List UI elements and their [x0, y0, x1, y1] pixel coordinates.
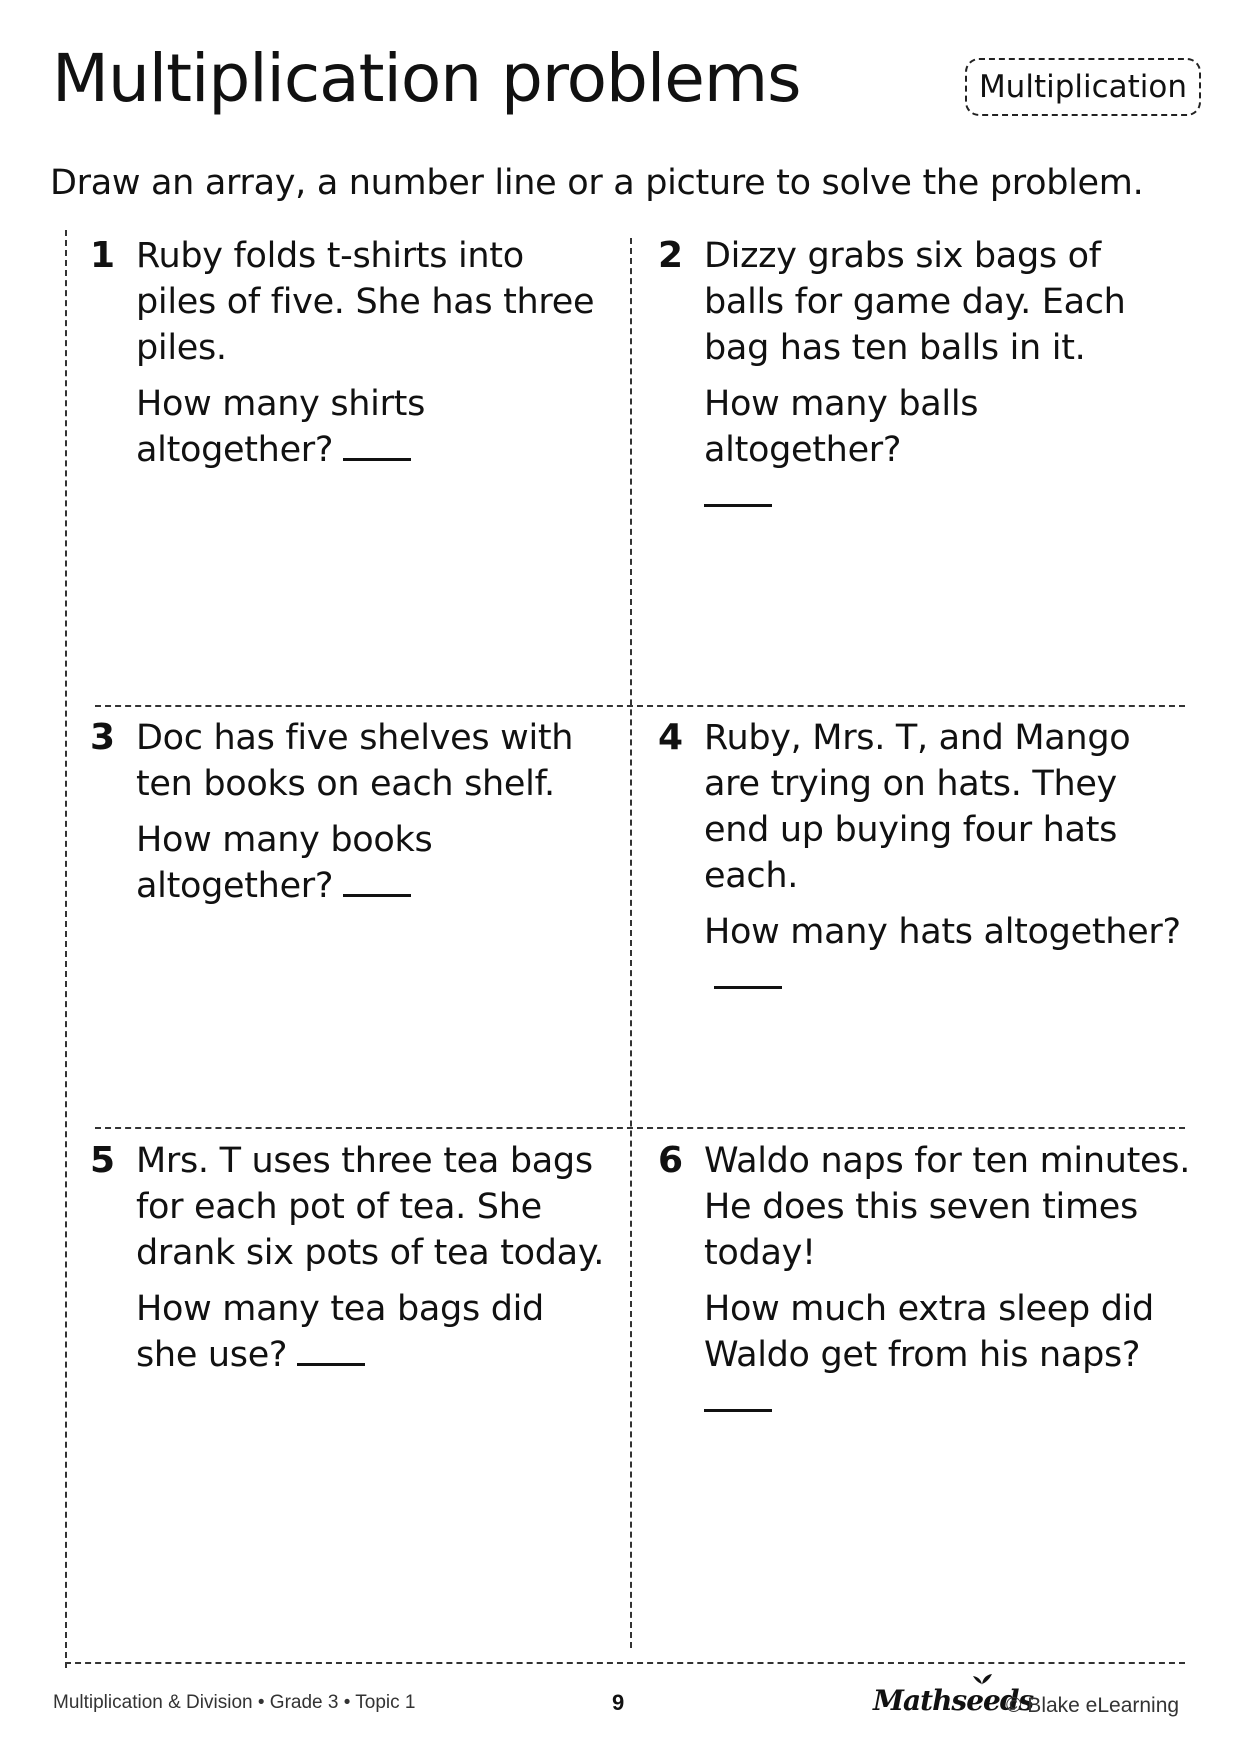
answer-blank[interactable] — [704, 479, 772, 507]
page-title: Multiplication problems — [52, 40, 801, 117]
grid-center-divider — [630, 238, 632, 1648]
problem-question: How much extra sleep did Waldo get from his naps? — [704, 1286, 1194, 1424]
problem-question: How many hats altogether? — [704, 909, 1184, 1001]
footer-course-info: Multiplication & Division • Grade 3 • Topic 1 — [53, 1692, 416, 1713]
grid-bottom-border — [65, 1662, 1185, 1664]
answer-blank[interactable] — [343, 869, 411, 897]
problem-question: How many tea bags did she use? — [136, 1289, 544, 1375]
answer-blank[interactable] — [714, 961, 782, 989]
problem-number: 2 — [658, 235, 684, 276]
problem-text: Waldo naps for ten minutes. He does this seven times today! — [704, 1141, 1191, 1273]
problem-number: 3 — [90, 717, 116, 758]
problem-text: Mrs. T uses three tea bags for each pot of tea. She drank six pots of tea today. — [136, 1141, 605, 1273]
problem-number: 6 — [658, 1140, 684, 1181]
page-number: 9 — [612, 1690, 625, 1715]
problem-number: 4 — [658, 717, 684, 758]
problem-question: How many balls altogether? — [704, 381, 1164, 519]
grid-row-divider-1 — [95, 705, 1185, 707]
problem-text: Ruby, Mrs. T, and Mango are trying on hats. They end up buying four hats each. — [704, 718, 1131, 896]
answer-blank[interactable] — [343, 433, 411, 461]
brand-logo: Mathseeds — [873, 1684, 1034, 1717]
problem-question: How many books altogether? — [136, 820, 433, 906]
instructions: Draw an array, a number line or a picture to solve the problem. — [50, 163, 1144, 203]
grid-row-divider-2 — [95, 1127, 1185, 1129]
problem-text: Doc has five shelves with ten books on each shelf. — [136, 718, 574, 804]
problem-number: 1 — [90, 235, 116, 276]
problem-question: How many shirts altogether? — [136, 384, 426, 470]
answer-blank[interactable] — [297, 1338, 365, 1366]
copyright: © Blake eLearning — [1006, 1694, 1180, 1717]
grid-left-border — [65, 230, 67, 1668]
problem-text: Ruby folds t-shirts into piles of five. She has three piles. — [136, 236, 595, 368]
answer-blank[interactable] — [704, 1384, 772, 1412]
topic-tag: Multiplication — [965, 58, 1201, 116]
problem-number: 5 — [90, 1140, 116, 1181]
problem-text: Dizzy grabs six bags of balls for game day. Each bag has ten balls in it. — [704, 236, 1126, 368]
